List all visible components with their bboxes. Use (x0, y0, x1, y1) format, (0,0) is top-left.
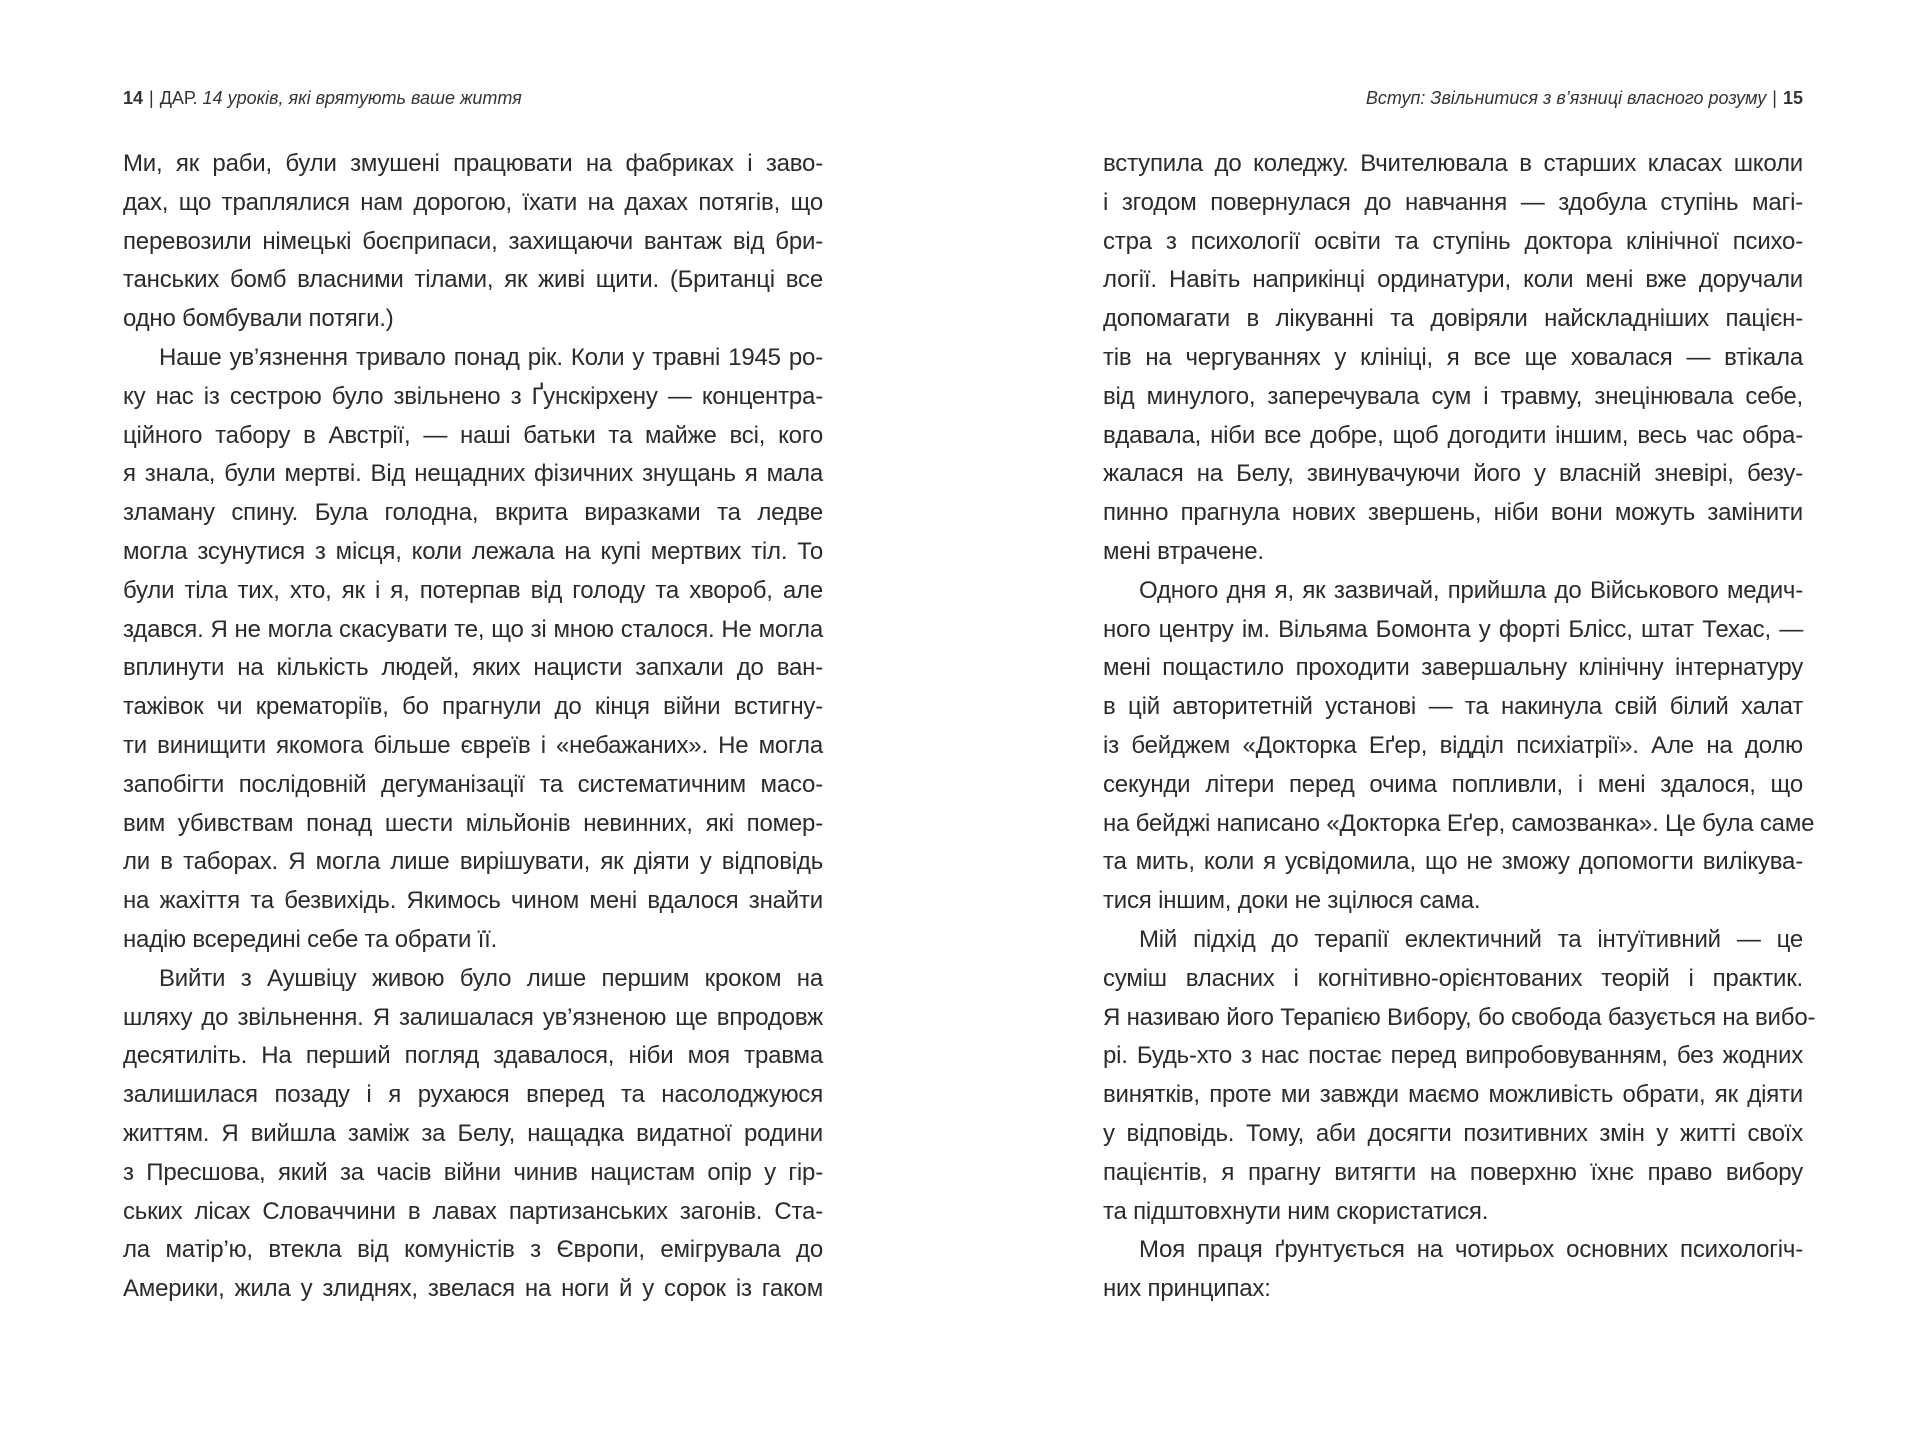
text-line: надію всередині себе та обрати її. (123, 925, 498, 953)
text-line: із бейджем «Докторка Еґер, відділ психіатрії». Але на долю (1103, 731, 1803, 759)
text-line: запобігти послідовній дегуманізації та систематичним масо- (123, 770, 823, 798)
text-line: рі. Будь-хто з нас постає перед випробовуванням, без жодних (1103, 1042, 1803, 1070)
book-title: ДАР. (159, 88, 198, 108)
text-line: залишилася позаду і я рухаюся вперед та насолоджуюся (123, 1081, 823, 1109)
page-number-left: 14 (123, 88, 144, 108)
left-page (123, 0, 823, 1439)
text-line: ного центру ім. Вільяма Бомонта у форті Блісс, штат Техас, — (1103, 615, 1803, 643)
right-page (1103, 0, 1816, 1439)
text-line: у відповідь. Тому, аби досягти позитивних змін у житті своїх (1103, 1119, 1803, 1147)
text-line: Америки, жила у злиднях, звелася на ноги й у сорок із гаком (123, 1275, 823, 1303)
text-line: з Пресшова, який за часів війни чинив нацистам опір у гір- (123, 1158, 823, 1186)
text-line: пинно прагнула нових звершень, ніби вони можуть замінити (1103, 499, 1803, 527)
text-line: них принципах: (1103, 1275, 1271, 1303)
text-line: від минулого, заперечувала сум і травму, знецінювала себе, (1103, 382, 1803, 410)
text-line: суміш власних і когнітивно-орієнтованих теорій і практик. (1103, 964, 1803, 992)
text-line: дах, що траплялися нам дорогою, їхати на дахах потягів, що (123, 188, 823, 216)
text-line: зламану спину. Була голодна, вкрита виразками та ледве (123, 499, 823, 527)
running-head-separator: | (149, 88, 154, 108)
text-line: перевозили німецькі боєприпаси, захищаючи вантаж від бри- (123, 227, 823, 255)
right-text-block (1103, 145, 1816, 1309)
text-line: Моя праця ґрунтується на чотирьох основних психологіч- (1139, 1236, 1803, 1264)
text-line: вдавала, ніби все добре, щоб догодити іншим, весь час обра- (1103, 421, 1803, 449)
text-line: Я називаю його Терапією Вибору, бо свобода базується на вибо- (1103, 1003, 1816, 1031)
text-line: та мить, коли я усвідомила, що не зможу допомогти вилікува- (1103, 848, 1803, 876)
running-head-separator: | (1772, 88, 1777, 108)
text-line: танських бомб власними тілами, як живі щити. (Британці все (123, 266, 823, 294)
text-line: ти винищити якомога більше євреїв і «небажаних». Не могла (123, 731, 823, 759)
text-line: Наше ув’язнення тривало понад рік. Коли у травні 1945 ро- (159, 343, 823, 371)
text-line: пацієнтів, я прагну витягти на поверхню їхнє право вибору (1103, 1158, 1803, 1186)
text-line: ку нас із сестрою було звільнено з Ґунскірхену — концентра- (123, 382, 823, 410)
text-line: вступила до коледжу. Вчителювала в старших класах школи (1103, 150, 1803, 177)
text-line: тажівок чи крематоріїв, бо прагнули до кінця війни встигну- (123, 693, 823, 721)
text-line: тися іншим, доки не зцілюся сама. (1103, 887, 1481, 915)
text-line: на бейджі написано «Докторка Еґер, самозванка». Це була саме (1103, 809, 1815, 837)
text-line: мені пощастило проходити завершальну клінічну інтернатуру (1103, 654, 1803, 682)
text-line: були тіла тих, хто, як і я, потерпав від голоду та хвороб, але (123, 576, 823, 604)
text-line: шляху до звільнення. Я залишалася ув’язненою ще впродовж (123, 1003, 823, 1031)
text-line: в цій авторитетній установі — та накинула свій білий халат (1103, 693, 1803, 721)
text-line: вплинути на кількість людей, яких нацисти запхали до ван- (123, 654, 823, 682)
text-line: життям. Я вийшла заміж за Белу, нащадка видатної родини (123, 1119, 823, 1147)
left-text-block (123, 145, 823, 1309)
text-line: та підштовхнути ним скористатися. (1103, 1197, 1489, 1225)
book-subtitle: 14 уроків, які врятують ваше життя (202, 88, 522, 108)
text-line: ційного табору в Австрії, — наші батьки та майже всі, кого (123, 421, 823, 449)
text-line: вим убивствам понад шести мільйонів невинних, які помер- (123, 809, 823, 837)
text-line: допомагати в лікуванні та довіряли найскладніших пацієн- (1103, 305, 1803, 333)
right-running-head (1103, 86, 1803, 110)
text-line: стра з психології освіти та ступінь доктора клінічної психо- (1103, 227, 1803, 255)
text-line: могла зсунутися з місця, коли лежала на купі мертвих тіл. То (123, 537, 823, 565)
text-line: ла матір’ю, втекла від комуністів з Європи, емігрувала до (123, 1236, 823, 1264)
left-running-head (123, 86, 823, 110)
text-line: логії. Навіть наприкінці ординатури, коли мені вже доручали (1103, 266, 1803, 294)
text-line: Ми, як раби, були змушені працювати на фабриках і заво- (123, 150, 823, 177)
text-line: Вийти з Аушвіцу живою було лише першим кроком на (159, 964, 823, 992)
text-line: жалася на Белу, звинувачуючи його у власній зневірі, безу- (1103, 460, 1803, 488)
text-line: тів на чергуваннях у клініці, я все ще ховалася — втікала (1103, 343, 1803, 371)
text-line: мені втрачене. (1103, 537, 1264, 565)
text-line: Одного дня я, як зазвичай, прийшла до Військового медич- (1139, 576, 1803, 604)
text-line: одно бомбували потяги.) (123, 305, 394, 333)
text-line: я знала, були мертві. Від нещадних фізичних знущань я мала (123, 460, 823, 488)
text-line: десятиліть. На перший погляд здавалося, ніби моя травма (123, 1042, 823, 1070)
text-line: Мій підхід до терапії еклектичний та інтуїтивний — це (1139, 925, 1803, 953)
text-line: ли в таборах. Я могла лише вирішувати, як діяти у відповідь (123, 848, 823, 876)
text-line: секунди літери перед очима попливли, і мені здалося, що (1103, 770, 1803, 798)
text-line: і згодом повернулася до навчання — здобула ступінь магі- (1103, 188, 1803, 216)
text-line: здався. Я не могла скасувати те, що зі мною сталося. Не могла (123, 615, 823, 643)
text-line: ських лісах Словаччини в лавах партизанських загонів. Ста- (123, 1197, 823, 1225)
text-line: винятків, проте ми завжди маємо можливість обрати, як діяти (1103, 1081, 1803, 1109)
page-number-right: 15 (1782, 88, 1803, 108)
chapter-title: Вступ: Звільнитися з в’язниці власного розуму (1365, 88, 1767, 108)
text-line: на жахіття та безвихідь. Якимось чином мені вдалося знайти (123, 887, 823, 915)
